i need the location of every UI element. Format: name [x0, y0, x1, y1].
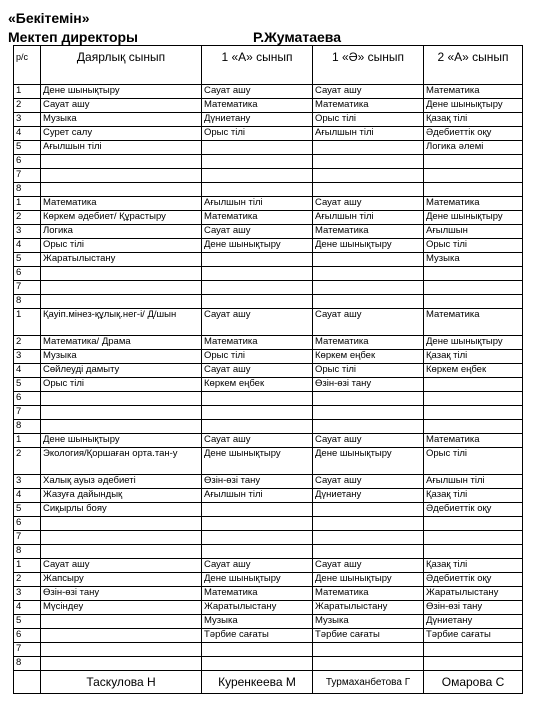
- subject-cell: [424, 295, 523, 309]
- row-number-cell: 2: [14, 336, 41, 350]
- subject-cell: Сауат ашу: [202, 225, 313, 239]
- subject-cell: [41, 406, 202, 420]
- subject-cell: Өзін-өзі тану: [424, 601, 523, 615]
- subject-cell: Сауат ашу: [202, 85, 313, 99]
- table-row: [14, 85, 523, 99]
- subject-cell: Логика әлемі: [424, 141, 523, 155]
- table-row: [14, 503, 523, 517]
- teacher-name-cell: Куренкеева М: [202, 671, 313, 694]
- subject-cell: Дене шынықтыру: [41, 434, 202, 448]
- table-row: [14, 448, 523, 475]
- row-number-cell: 8: [14, 545, 41, 559]
- subject-cell: [202, 392, 313, 406]
- table-row: [14, 141, 523, 155]
- subject-cell: Дене шынықтыру: [202, 573, 313, 587]
- subject-cell: Орыс тілі: [41, 378, 202, 392]
- teacher-name-cell: Омарова С: [424, 671, 523, 694]
- subject-cell: Өзін-өзі тану: [41, 587, 202, 601]
- subject-cell: Әдебиеттік оқу: [424, 573, 523, 587]
- subject-cell: Музыка: [424, 253, 523, 267]
- table-row: [14, 239, 523, 253]
- subject-cell: [313, 643, 424, 657]
- subject-cell: [313, 545, 424, 559]
- subject-cell: [41, 531, 202, 545]
- row-number-cell: 6: [14, 517, 41, 531]
- subject-cell: Математика: [313, 336, 424, 350]
- subject-cell: [41, 629, 202, 643]
- subject-cell: Дене шынықтыру: [202, 239, 313, 253]
- subject-cell: [313, 183, 424, 197]
- row-number-cell: 6: [14, 267, 41, 281]
- column-header-1a: 1 «А» сынып: [202, 46, 313, 85]
- schedule-body: [14, 85, 523, 694]
- subject-cell: [424, 420, 523, 434]
- row-number-cell: 7: [14, 406, 41, 420]
- subject-cell: [202, 420, 313, 434]
- subject-cell: Тәрбие сағаты: [424, 629, 523, 643]
- row-number-cell: 2: [14, 573, 41, 587]
- row-number-cell: 7: [14, 643, 41, 657]
- subject-cell: Жазуға дайындық: [41, 489, 202, 503]
- subject-cell: [41, 657, 202, 671]
- table-row: [14, 267, 523, 281]
- table-row: [14, 559, 523, 573]
- subject-cell: Тәрбие сағаты: [202, 629, 313, 643]
- subject-cell: [424, 183, 523, 197]
- row-number-cell: 2: [14, 448, 41, 475]
- subject-cell: [313, 295, 424, 309]
- document-header: [8, 8, 528, 48]
- row-number-cell: 6: [14, 629, 41, 643]
- subject-cell: Сауат ашу: [313, 434, 424, 448]
- subject-cell: [41, 420, 202, 434]
- row-number-cell: 5: [14, 141, 41, 155]
- column-header-number: р/с: [14, 46, 41, 85]
- subject-cell: [202, 406, 313, 420]
- subject-cell: [313, 267, 424, 281]
- subject-cell: [313, 531, 424, 545]
- table-row: [14, 378, 523, 392]
- row-number-cell: 1: [14, 434, 41, 448]
- subject-cell: Дене шынықтыру: [313, 573, 424, 587]
- subject-cell: Ағылшын тілі: [424, 475, 523, 489]
- row-number-cell: 7: [14, 281, 41, 295]
- subject-cell: Ағылшын тілі: [313, 211, 424, 225]
- row-number-cell: 8: [14, 183, 41, 197]
- subject-cell: Математика: [202, 336, 313, 350]
- subject-cell: [202, 267, 313, 281]
- director-name: Р.Жуматаева: [253, 29, 341, 45]
- subject-cell: Қазақ тілі: [424, 113, 523, 127]
- subject-cell: Өзін-өзі тану: [313, 378, 424, 392]
- subject-cell: Қазақ тілі: [424, 350, 523, 364]
- subject-cell: Қауіп.мінез-құлық.нег-і/ Д/шын: [41, 309, 202, 336]
- subject-cell: Дене шынықтыру: [424, 99, 523, 113]
- teacher-name-cell: Турмаханбетова Г: [313, 671, 424, 694]
- subject-cell: Математика: [202, 211, 313, 225]
- subject-cell: Математика: [313, 99, 424, 113]
- subject-cell: Ағылшын тілі: [41, 141, 202, 155]
- approval-label: «Бекітемін»: [8, 10, 90, 26]
- subject-cell: [202, 281, 313, 295]
- subject-cell: [41, 392, 202, 406]
- subject-cell: [202, 295, 313, 309]
- subject-cell: Сауат ашу: [202, 559, 313, 573]
- subject-cell: Жапсыру: [41, 573, 202, 587]
- row-number-cell: 3: [14, 113, 41, 127]
- subject-cell: Халық ауыз әдебиеті: [41, 475, 202, 489]
- subject-cell: [202, 141, 313, 155]
- subject-cell: Сауат ашу: [41, 99, 202, 113]
- row-number-cell: 3: [14, 475, 41, 489]
- row-number-cell: 3: [14, 225, 41, 239]
- table-row: [14, 545, 523, 559]
- table-row: [14, 657, 523, 671]
- subject-cell: Музыка: [313, 615, 424, 629]
- subject-cell: Математика: [424, 197, 523, 211]
- subject-cell: Көркем әдебиет/ Құрастыру: [41, 211, 202, 225]
- subject-cell: Дене шынықтыру: [424, 336, 523, 350]
- subject-cell: [424, 545, 523, 559]
- subject-cell: [41, 517, 202, 531]
- subject-cell: Жаратылыстану: [313, 601, 424, 615]
- subject-cell: Сауат ашу: [41, 559, 202, 573]
- row-number-cell: 2: [14, 99, 41, 113]
- table-row: [14, 601, 523, 615]
- subject-cell: Музыка: [41, 350, 202, 364]
- table-row: [14, 434, 523, 448]
- subject-cell: [202, 531, 313, 545]
- subject-cell: [41, 183, 202, 197]
- subject-cell: [202, 545, 313, 559]
- table-row: [14, 406, 523, 420]
- row-number-cell: 8: [14, 657, 41, 671]
- subject-cell: [313, 392, 424, 406]
- table-row: [14, 350, 523, 364]
- subject-cell: Сауат ашу: [313, 475, 424, 489]
- row-number-cell: 3: [14, 350, 41, 364]
- subject-cell: Дене шынықтыру: [202, 448, 313, 475]
- subject-cell: Көркем еңбек: [424, 364, 523, 378]
- subject-cell: [424, 378, 523, 392]
- column-header-2a: 2 «А» сынып: [424, 46, 523, 85]
- table-row: [14, 183, 523, 197]
- subject-cell: Орыс тілі: [424, 239, 523, 253]
- subject-cell: [424, 169, 523, 183]
- subject-cell: Дене шынықтыру: [424, 211, 523, 225]
- row-number-cell: 1: [14, 309, 41, 336]
- table-row: [14, 629, 523, 643]
- teacher-name-cell: Таскулова Н: [41, 671, 202, 694]
- subject-cell: [424, 657, 523, 671]
- subject-cell: Тәрбие сағаты: [313, 629, 424, 643]
- subject-cell: Орыс тілі: [41, 239, 202, 253]
- subject-cell: Математика: [424, 434, 523, 448]
- row-number-cell: 5: [14, 615, 41, 629]
- subject-cell: [313, 281, 424, 295]
- table-row: [14, 364, 523, 378]
- subject-cell: Математика: [424, 85, 523, 99]
- subject-cell: Жаратылыстану: [41, 253, 202, 267]
- subject-cell: [313, 155, 424, 169]
- row-number-cell: 4: [14, 364, 41, 378]
- subject-cell: [313, 503, 424, 517]
- subject-cell: [424, 406, 523, 420]
- table-row: [14, 475, 523, 489]
- subject-cell: Математика: [202, 99, 313, 113]
- subject-cell: [41, 169, 202, 183]
- subject-cell: Ағылшын тілі: [202, 197, 313, 211]
- subject-cell: Сауат ашу: [313, 197, 424, 211]
- subject-cell: Дүниетану: [202, 113, 313, 127]
- table-row: [14, 531, 523, 545]
- column-header-preparatory: Даярлық сынып: [41, 46, 202, 85]
- subject-cell: [424, 392, 523, 406]
- subject-cell: Сөйлеуді дамыту: [41, 364, 202, 378]
- table-row: [14, 155, 523, 169]
- table-row: [14, 197, 523, 211]
- subject-cell: Дене шынықтыру: [313, 448, 424, 475]
- subject-cell: [41, 643, 202, 657]
- subject-cell: Орыс тілі: [313, 113, 424, 127]
- table-row: [14, 309, 523, 336]
- subject-cell: Математика: [424, 309, 523, 336]
- table-row: [14, 643, 523, 657]
- table-row: [14, 281, 523, 295]
- table-row: [14, 336, 523, 350]
- subject-cell: [202, 517, 313, 531]
- subject-cell: Әдебиеттік оқу: [424, 127, 523, 141]
- subject-cell: Музыка: [41, 113, 202, 127]
- row-number-cell: 8: [14, 420, 41, 434]
- table-row: [14, 615, 523, 629]
- table-row: [14, 99, 523, 113]
- director-role: Мектеп директоры: [8, 29, 139, 45]
- row-number-cell: 4: [14, 127, 41, 141]
- subject-cell: Әдебиеттік оқу: [424, 503, 523, 517]
- table-row: [14, 489, 523, 503]
- table-row: [14, 295, 523, 309]
- subject-cell: [202, 643, 313, 657]
- subject-cell: [202, 657, 313, 671]
- schedule-table: [13, 45, 523, 694]
- table-row: [14, 211, 523, 225]
- subject-cell: [424, 267, 523, 281]
- subject-cell: [202, 155, 313, 169]
- subject-cell: Сауат ашу: [313, 559, 424, 573]
- subject-cell: Жаратылыстану: [202, 601, 313, 615]
- subject-cell: Орыс тілі: [424, 448, 523, 475]
- subject-cell: Ағылшын тілі: [313, 127, 424, 141]
- row-number-cell: 8: [14, 295, 41, 309]
- row-number-cell: 7: [14, 169, 41, 183]
- subject-cell: [424, 281, 523, 295]
- subject-cell: Ағылшын тілі: [202, 489, 313, 503]
- subject-cell: Сиқырлы бояу: [41, 503, 202, 517]
- subject-cell: Көркем еңбек: [202, 378, 313, 392]
- subject-cell: Көркем еңбек: [313, 350, 424, 364]
- row-number-cell: 5: [14, 503, 41, 517]
- row-number-cell: 1: [14, 559, 41, 573]
- subject-cell: Дүниетану: [313, 489, 424, 503]
- table-row: [14, 392, 523, 406]
- row-number-cell: 4: [14, 601, 41, 615]
- subject-cell: Математика: [41, 197, 202, 211]
- subject-cell: Жаратылыстану: [424, 587, 523, 601]
- subject-cell: [202, 183, 313, 197]
- row-number-cell: 1: [14, 85, 41, 99]
- table-row: [14, 573, 523, 587]
- table-row: [14, 169, 523, 183]
- subject-cell: [313, 517, 424, 531]
- row-number-cell: 2: [14, 211, 41, 225]
- subject-cell: Экология/Қоршаған орта.тан-у: [41, 448, 202, 475]
- table-row: [14, 420, 523, 434]
- row-number-cell: 7: [14, 531, 41, 545]
- row-number-cell: 6: [14, 392, 41, 406]
- subject-cell: [313, 406, 424, 420]
- subject-cell: [313, 657, 424, 671]
- subject-cell: [202, 253, 313, 267]
- subject-cell: Мүсіндеу: [41, 601, 202, 615]
- teacher-row-blank: [14, 671, 41, 694]
- subject-cell: [202, 169, 313, 183]
- subject-cell: Ағылшын: [424, 225, 523, 239]
- subject-cell: Математика: [313, 587, 424, 601]
- subject-cell: Сауат ашу: [202, 364, 313, 378]
- subject-cell: Қазақ тілі: [424, 559, 523, 573]
- subject-cell: Орыс тілі: [202, 127, 313, 141]
- table-row: [14, 225, 523, 239]
- row-number-cell: 5: [14, 253, 41, 267]
- table-row: [14, 113, 523, 127]
- subject-cell: Сауат ашу: [202, 309, 313, 336]
- row-number-cell: 4: [14, 239, 41, 253]
- subject-cell: [41, 281, 202, 295]
- subject-cell: Дүниетану: [424, 615, 523, 629]
- subject-cell: Дене шынықтыру: [313, 239, 424, 253]
- subject-cell: [313, 169, 424, 183]
- table-header-row: [14, 46, 523, 85]
- subject-cell: Музыка: [202, 615, 313, 629]
- subject-cell: [41, 615, 202, 629]
- table-row: [14, 517, 523, 531]
- subject-cell: Қазақ тілі: [424, 489, 523, 503]
- subject-cell: [424, 517, 523, 531]
- subject-cell: Сурет салу: [41, 127, 202, 141]
- column-header-1ae: 1 «Ә» сынып: [313, 46, 424, 85]
- teacher-row: [14, 671, 523, 694]
- subject-cell: Математика: [313, 225, 424, 239]
- subject-cell: Сауат ашу: [313, 309, 424, 336]
- subject-cell: Дене шынықтыру: [41, 85, 202, 99]
- table-row: [14, 587, 523, 601]
- subject-cell: Математика: [202, 587, 313, 601]
- subject-cell: [313, 141, 424, 155]
- subject-cell: [41, 295, 202, 309]
- table-row: [14, 253, 523, 267]
- subject-cell: [424, 531, 523, 545]
- row-number-cell: 1: [14, 197, 41, 211]
- subject-cell: Өзін-өзі тану: [202, 475, 313, 489]
- subject-cell: [313, 420, 424, 434]
- subject-cell: [41, 155, 202, 169]
- subject-cell: [202, 503, 313, 517]
- subject-cell: Орыс тілі: [313, 364, 424, 378]
- subject-cell: [41, 267, 202, 281]
- table-row: [14, 127, 523, 141]
- row-number-cell: 4: [14, 489, 41, 503]
- subject-cell: [424, 643, 523, 657]
- row-number-cell: 6: [14, 155, 41, 169]
- subject-cell: [41, 545, 202, 559]
- row-number-cell: 3: [14, 587, 41, 601]
- subject-cell: Орыс тілі: [202, 350, 313, 364]
- subject-cell: [313, 253, 424, 267]
- subject-cell: [424, 155, 523, 169]
- subject-cell: Сауат ашу: [202, 434, 313, 448]
- row-number-cell: 5: [14, 378, 41, 392]
- subject-cell: Логика: [41, 225, 202, 239]
- subject-cell: Сауат ашу: [313, 85, 424, 99]
- subject-cell: Математика/ Драма: [41, 336, 202, 350]
